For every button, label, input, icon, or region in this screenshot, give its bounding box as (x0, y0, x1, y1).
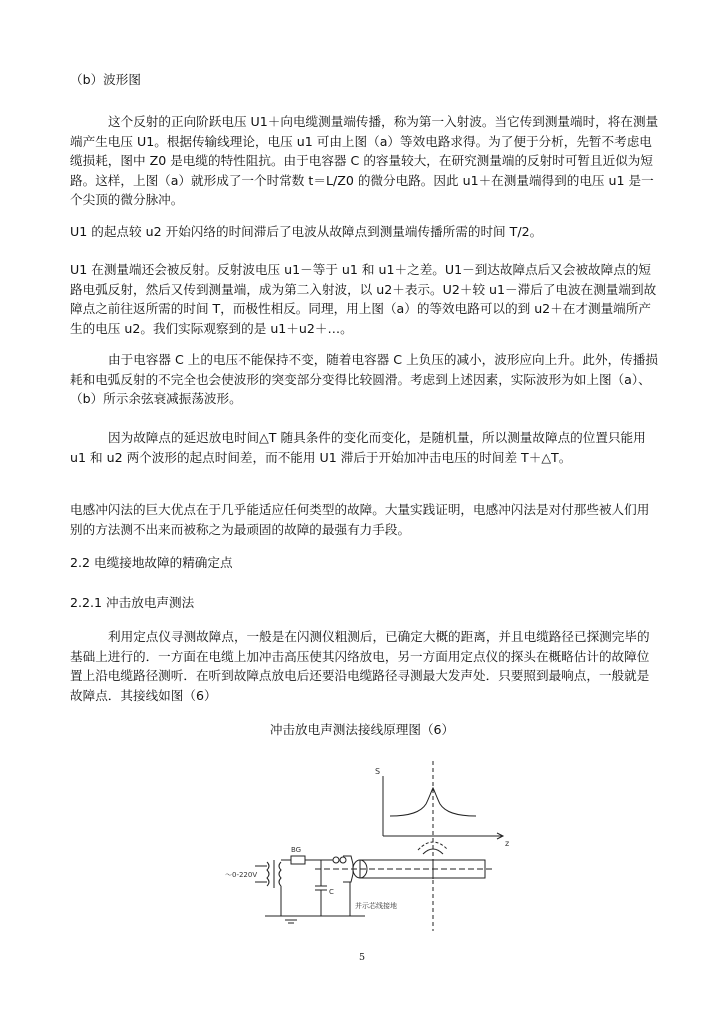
section-heading-2-2: 2.2 电缆接地故障的精确定点 (70, 555, 233, 570)
paragraph-first-incident-wave: 这个反射的正向阶跃电压 U1＋向电缆测量端传播，称为第一入射波。当它传到测量端时，将在测量端产生电压 U1。根据传输线理论，电压 u1 可由上图（a）等效电路求得。为了便于分析，先暂不考虑电缆损耗，图中 Z0 是电缆的特性阻抗。由于电容器 C 的容量较大，在研究测量端的反射时可暂且近似为短路。这样，上图（a）就形成了一个时常数 t＝L/Z0 的微分电路。因此 u1＋在测量端得到的电压 u1 是一个尖顶的微分脉冲。 (70, 114, 659, 208)
ground-label: 并示芯线接地 (355, 902, 397, 910)
figure-caption: 冲击放电声测法接线原理图（6） (269, 722, 455, 737)
bg-label: BG (291, 846, 302, 854)
paragraph-capacitor-voltage: 由于电容器 C 上的电压不能保持不变，随着电容器 C 上负压的减小，波形应向上升。此外，传播损耗和电弧反射的不完全也会使波形的突变部分变得比较圆滑。考虑到上述因素，实际波形为如上图（a）、（b）所示余弦衰减振荡波形。 (70, 352, 658, 407)
paragraph-reflection: U1 在测量端还会被反射。反射波电压 u1－等于 u1 和 u1＋之差。U1－到达故障点后又会被故障点的短路电弧反射，然后又传到测量端，成为第二入射波，以 u2＋表示。U2＋较 u1－滞后了电波在测量端到故障点之前往返所需的时间 T，而极性相反。同理，用上图（a）的等效电路可以的到 u2＋在才测量端所产生的电压 u2。我们实际观察到的是 u1＋u2＋…。 (70, 262, 657, 336)
axis-z-label: z (505, 839, 510, 848)
capacitor-label: C (329, 888, 334, 896)
spark-gap-ball-1 (333, 857, 339, 863)
rectifier-bg (291, 856, 305, 864)
voltage-label: ～0-220V (225, 871, 258, 879)
transformer-primary (267, 862, 269, 886)
paragraph-acoustic-method: 利用定点仪寻测故障点，一般是在闪测仪粗测后，已确定大概的距离，并且电缆路径已探测完毕的基础上进行的．一方面在电缆上加冲击高压使其闪络放电，另一方面用定点仪的探头在概略估计的故障位置上沿电缆路径测听．在听到故障点放电后还要沿电缆路径寻测最大发声处．只要照到最响点，一般就是故障点．其接线如图（6） (70, 629, 650, 703)
wiring-diagram (225, 756, 515, 946)
paragraph-delay-time: 因为故障点的延迟放电时间△T 随具条件的变化而变化，是随机量，所以测量故障点的位置只能用 u1 和 u2 两个波形的起点时间差，而不能用 U1 滞后于开始加冲击电压的时间差 T＋△T。 (70, 430, 646, 465)
spark-gap-ball-2 (340, 857, 346, 863)
paragraph-u1-delay: U1 的起点较 u2 开始闪络的时间滞后了电波从故障点到测量端传播所需的时间 T/2。 (70, 224, 543, 239)
subheading-waveform: （b）波形图 (70, 72, 141, 87)
page-number: 5 (358, 952, 366, 963)
axis-s-label: S (375, 767, 381, 776)
paragraph-advantages: 电感冲闪法的巨大优点在于几乎能适应任何类型的故障。大量实践证明，电感冲闪法是对付那些被人们用别的方法测不出来而被称之为最顽固的故障的最强有力手段。 (70, 502, 650, 537)
section-heading-2-2-1: 2.2.1 冲击放电声测法 (70, 595, 195, 610)
transformer-secondary (279, 862, 281, 886)
